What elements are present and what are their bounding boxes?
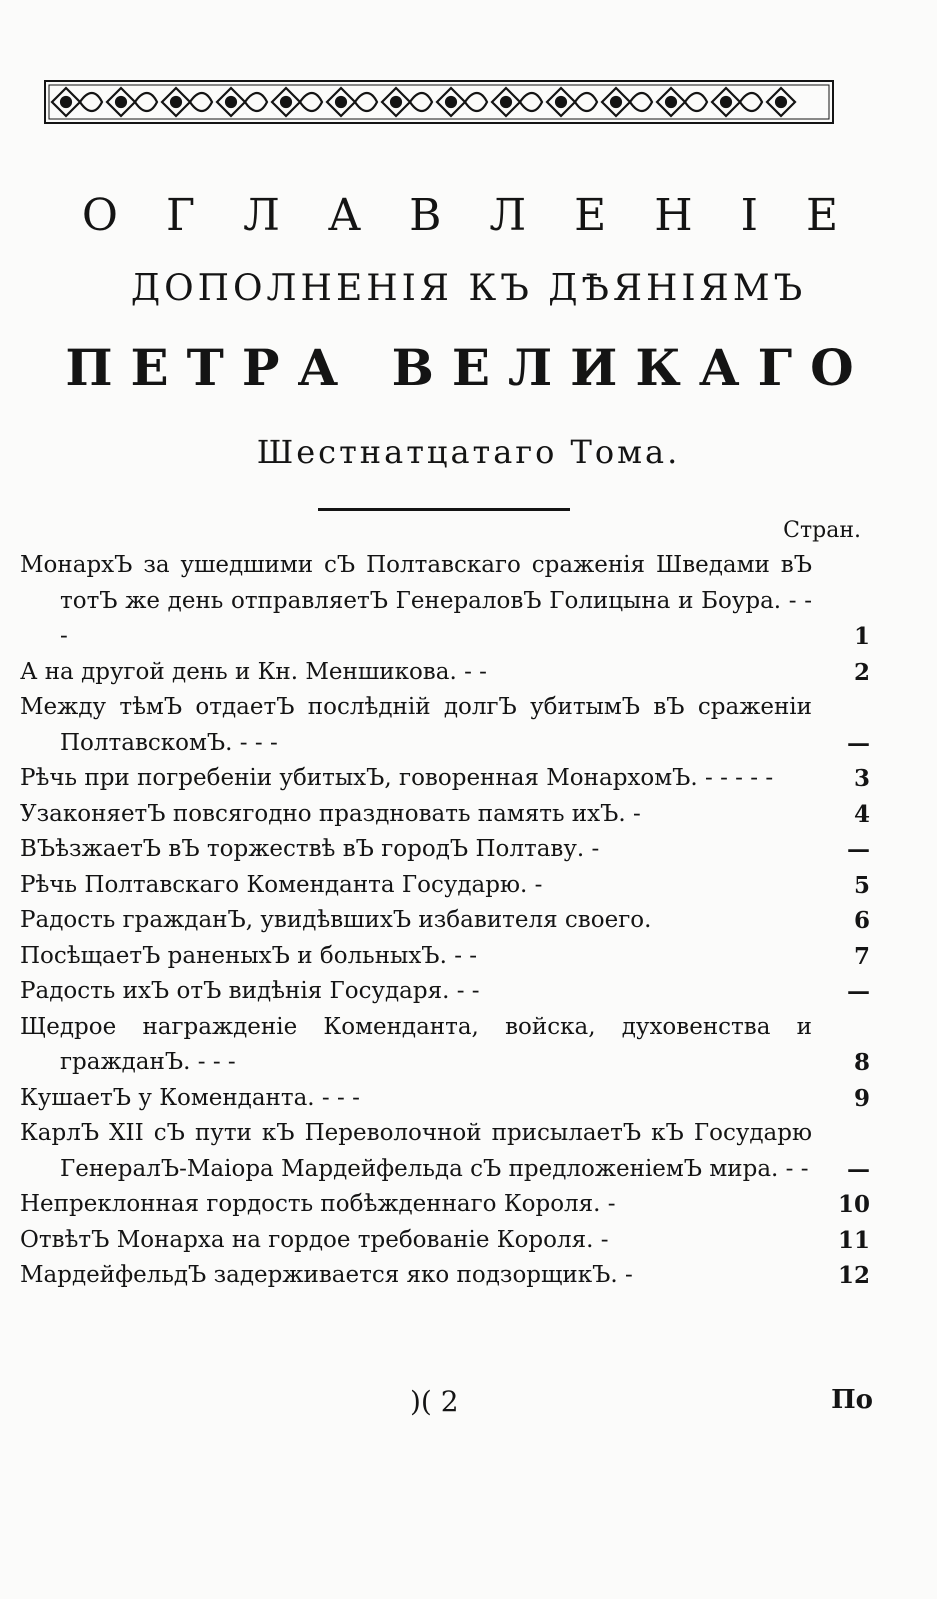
toc-entry-text: Между тѣмЪ отдаетЪ послѣдній долгЪ убитымЪ вЪ сраженіи ПолтавскомЪ. - - - bbox=[20, 694, 812, 756]
toc-entry-page: 12 bbox=[837, 1262, 870, 1289]
toc-entry-page: 6 bbox=[853, 907, 870, 934]
toc-entry bbox=[20, 1116, 870, 1187]
toc-entry bbox=[20, 974, 870, 1010]
toc-entry bbox=[20, 939, 870, 975]
contents-name: ПЕТРА ВЕЛИКАГО bbox=[65, 338, 872, 397]
title-rule bbox=[318, 508, 570, 511]
toc-entry-page: 8 bbox=[853, 1049, 870, 1076]
ornament-band bbox=[44, 80, 834, 124]
toc-entry bbox=[20, 690, 870, 761]
toc-entry-text: ПосѣщаетЪ раненыхЪ и больныхЪ. - - bbox=[20, 942, 478, 969]
toc-entry bbox=[20, 868, 870, 904]
toc-entry-page: 3 bbox=[853, 765, 870, 792]
toc-entry-page: 5 bbox=[853, 871, 870, 899]
toc-entry bbox=[20, 655, 870, 691]
toc-entry-text: КарлЪ XII сЪ пути кЪ Переволочной присылаетЪ кЪ Государю ГенералЪ-Маіора Мардейфельда сЪ предложеніемЪ мира. - - bbox=[20, 1120, 812, 1182]
toc-entry bbox=[20, 1187, 870, 1223]
toc-entry-text: Радость ихЪ отЪ видѣнія Государя. - - bbox=[20, 978, 480, 1004]
toc-entry-text: А на другой день и Кн. Меншикова. - - bbox=[20, 658, 487, 685]
toc-entry-page: 9 bbox=[853, 1084, 870, 1112]
toc-entry-page: 1 bbox=[853, 623, 870, 650]
toc-entry-page: 4 bbox=[853, 800, 870, 828]
toc-entry bbox=[20, 1010, 870, 1081]
catchword: По bbox=[831, 1385, 873, 1415]
toc-entry bbox=[20, 903, 870, 939]
toc-entry bbox=[20, 761, 870, 797]
toc-list bbox=[20, 548, 870, 1294]
toc-entry-text: УзаконяетЪ повсягодно праздновать память ихЪ. - bbox=[20, 800, 641, 827]
toc-entry bbox=[20, 832, 870, 868]
toc-entry-text: Рѣчь Полтавскаго Коменданта Государю. - bbox=[20, 871, 543, 898]
signature-mark: )( 2 bbox=[410, 1385, 459, 1418]
toc-entry-page: 2 bbox=[853, 658, 870, 686]
toc-entry-text: Рѣчь при погребеніи убитыхЪ, говоренная МонархомЪ. - - - - - bbox=[20, 765, 774, 791]
toc-entry-page: 11 bbox=[837, 1226, 870, 1254]
toc-entry-text: Непреклонная гордость побѣжденнаго Короля. - bbox=[20, 1191, 616, 1217]
toc-entry-text: ОтвѣтЪ Монарха на гордое требованіе Короля. - bbox=[20, 1226, 609, 1253]
contents-title: О Г Л А В Л Е Н І Е bbox=[81, 190, 856, 241]
toc-entry-text: МардейфельдЪ задерживается яко подзорщикЪ. - bbox=[20, 1262, 633, 1288]
toc-entry-page: — bbox=[847, 836, 870, 863]
toc-entry-page: — bbox=[847, 1155, 870, 1183]
toc-entry bbox=[20, 1081, 870, 1117]
toc-entry-page: 10 bbox=[837, 1191, 870, 1218]
toc-entry-text: МонархЪ за ушедшими сЪ Полтавскаго сраженія Шведами вЪ тотЪ же день отправляетЪ ГенераловЪ Голицына и Боура. - - - bbox=[20, 552, 812, 649]
toc-entry bbox=[20, 1258, 870, 1294]
page-column-label: Стран. bbox=[783, 518, 861, 543]
toc-entry-text: ВЪѣзжаетЪ вЪ торжествѣ вЪ городЪ Полтаву. - bbox=[20, 836, 600, 862]
toc-entry-text: КушаетЪ у Коменданта. - - - bbox=[20, 1084, 360, 1111]
toc-entry-page: — bbox=[847, 978, 870, 1005]
toc-entry bbox=[20, 548, 870, 655]
contents-volume: Шестнатцатаго Тома. bbox=[256, 433, 681, 471]
toc-entry-page: 7 bbox=[853, 942, 870, 970]
toc-entry-text: Радость гражданЪ, увидѣвшихЪ избавителя своего. bbox=[20, 907, 652, 933]
toc-entry bbox=[20, 797, 870, 833]
contents-subtitle: ДОПОЛНЕНІЯ КЪ ДѢЯНІЯМЪ bbox=[130, 268, 807, 309]
toc-entry bbox=[20, 1223, 870, 1259]
toc-entry-page: — bbox=[847, 729, 870, 757]
toc-entry-text: Щедрое награжденіе Коменданта, войска, духовенства и гражданЪ. - - - bbox=[20, 1013, 812, 1075]
